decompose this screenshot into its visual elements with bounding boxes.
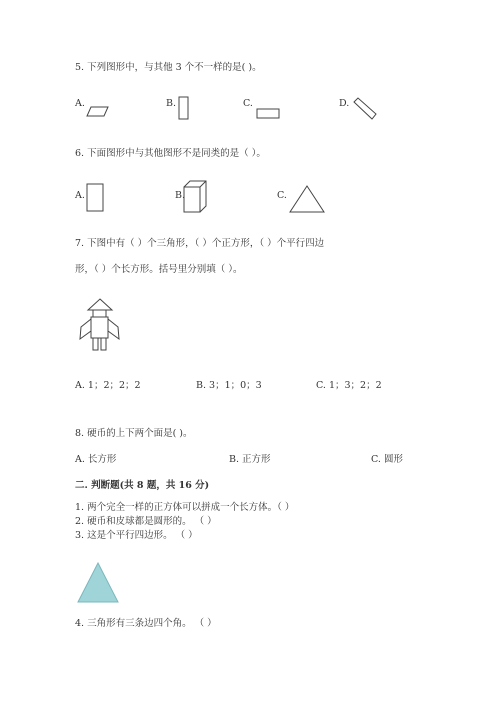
q7-robot-figure [78, 298, 128, 354]
q5-question: 5. 下列图形中，与其他 3 个不一样的是( )。 [75, 62, 262, 73]
q5-option-a-parallelogram [86, 106, 110, 118]
q7-option-c: C. 1；3；2；2 [316, 380, 382, 391]
q7-option-a: A. 1；2；2；2 [75, 380, 141, 391]
q6-option-b-cuboid [183, 180, 209, 214]
q5-option-d-label: D. [339, 98, 350, 109]
tf-item-4: 4. 三角形有三条边四个角。 （ ） [75, 618, 217, 629]
q6-question: 6. 下面图形中与其他图形不是同类的是（ ）。 [75, 148, 266, 159]
q5-option-c-label: C. [243, 98, 253, 109]
q8-option-c: C. 圆形 [371, 454, 403, 465]
q6-option-c-label: C. [277, 190, 287, 201]
tf-item-3: 3. 这是个平行四边形。 （ ） [75, 530, 198, 541]
q5-option-a-label: A. [75, 98, 85, 109]
q7-question-line2: 形，（ ）个长方形。括号里分别填（ ）。 [75, 264, 243, 275]
tf-item-2: 2. 硬币和皮球都是圆形的。 （ ） [75, 516, 217, 527]
q5-option-b-rectangle [178, 96, 190, 122]
q7-question-line1: 7. 下图中有（ ）个三角形，（ ）个正方形，（ ）个平行四边 [75, 238, 325, 249]
tf-item-1: 1. 两个完全一样的正方体可以拼成一个长方体。（ ） [75, 502, 295, 513]
q7-option-b: B. 3；1；0；3 [196, 380, 262, 391]
q6-option-a-rectangle [86, 183, 106, 213]
q5-option-c-rectangle [256, 108, 282, 120]
q6-option-a-label: A. [75, 190, 85, 201]
tf-item-3-triangle [78, 562, 120, 604]
q6-option-c-triangle [288, 184, 328, 214]
q5-option-b-label: B. [166, 98, 177, 109]
q6-option-b-label: B. [175, 190, 186, 201]
q8-question: 8. 硬币的上下两个面是( )。 [75, 428, 193, 439]
q8-option-a: A. 长方形 [75, 454, 117, 465]
q5-option-d-tilted-rectangle [346, 98, 380, 124]
section2-heading: 二. 判断题(共 8 题，共 16 分) [75, 480, 210, 491]
q8-option-b: B. 正方形 [229, 454, 271, 465]
